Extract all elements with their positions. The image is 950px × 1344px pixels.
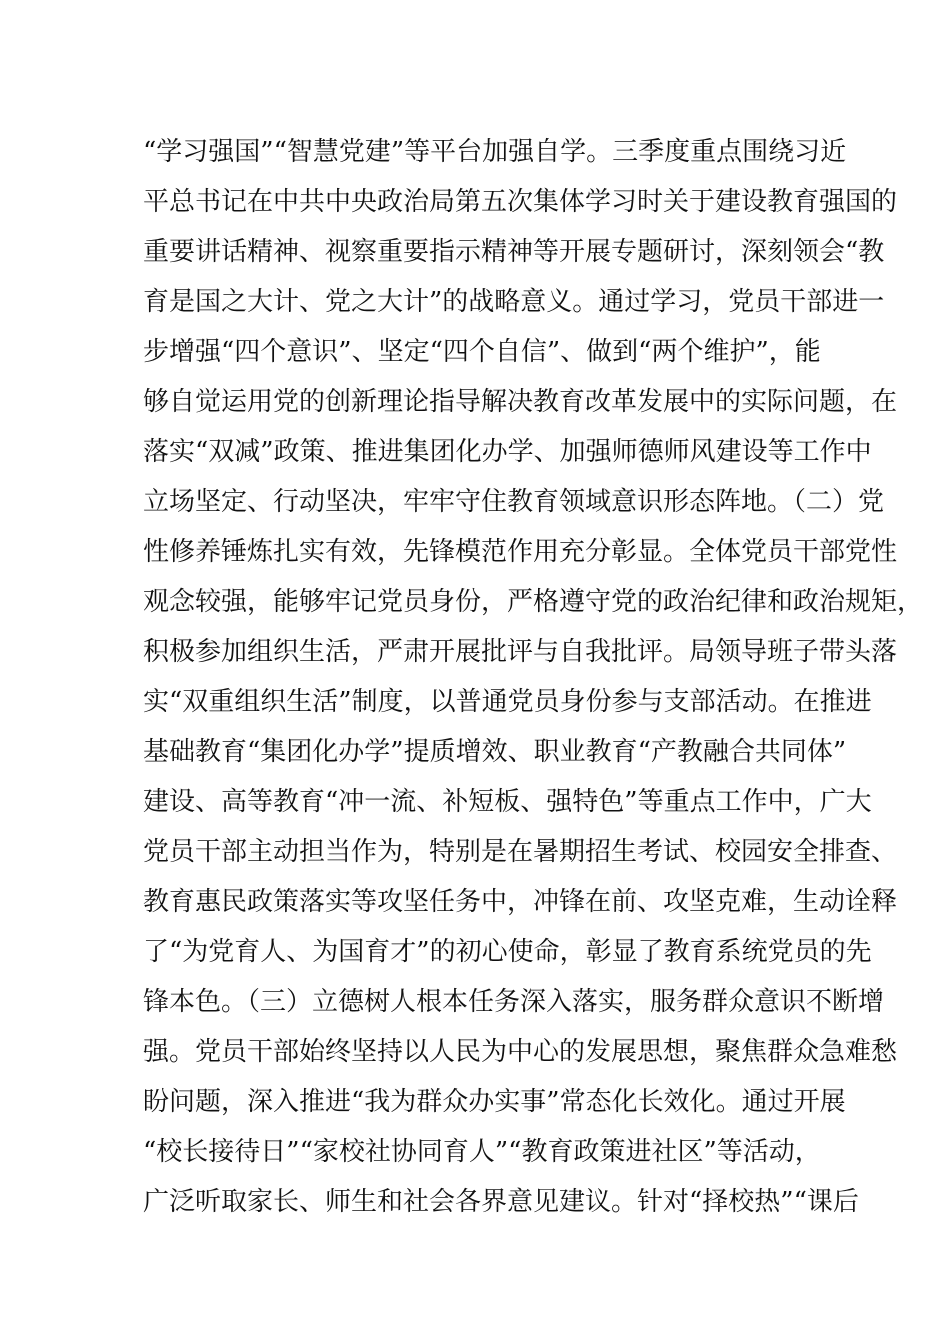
text-line: 观念较强，能够牢记党员身份，严格遵守党的政治纪律和政治规矩，: [143, 587, 924, 617]
text-line: 盼问题，深入推进“我为群众办实事”常态化长效化。通过开展: [143, 1087, 846, 1117]
text-line: 了“为党育人、为国育才”的初心使命，彰显了教育系统党员的先: [143, 937, 872, 967]
text-line: 够自觉运用党的创新理论指导解决教育改革发展中的实际问题，在: [143, 387, 898, 417]
text-line: 性修养锤炼扎实有效，先锋模范作用充分彰显。全体党员干部党性: [143, 537, 898, 567]
text-line: 党员干部主动担当作为，特别是在暑期招生考试、校园安全排查、: [143, 837, 898, 867]
text-line: 育是国之大计、党之大计”的战略意义。通过学习，党员干部进一: [143, 287, 885, 317]
text-line: 锋本色。（三）立德树人根本任务深入落实，服务群众意识不断增: [143, 987, 885, 1017]
text-line: 立场坚定、行动坚决，牢牢守住教育领域意识形态阵地。（二）党: [143, 487, 885, 517]
text-line: 实“双重组织生活”制度，以普通党员身份参与支部活动。在推进: [143, 687, 872, 717]
text-line: 平总书记在中共中央政治局第五次集体学习时关于建设教育强国的: [143, 187, 898, 217]
text-line: 步增强“四个意识”、坚定“四个自信”、做到“两个维护”，能: [143, 337, 821, 367]
text-line: “校长接待日”“家校社协同育人”“教育政策进社区”等活动，: [143, 1137, 821, 1167]
document-body: [143, 134, 924, 1234]
text-line: 积极参加组织生活，严肃开展批评与自我批评。局领导班子带头落: [143, 637, 898, 667]
text-line: 教育惠民政策落实等攻坚任务中，冲锋在前、攻坚克难，生动诠释: [143, 887, 898, 917]
text-line: 强。党员干部始终坚持以人民为中心的发展思想，聚焦群众急难愁: [143, 1037, 898, 1067]
text-line: “学习强国”“智慧党建”等平台加强自学。三季度重点围绕习近: [143, 137, 847, 167]
text-line: 广泛听取家长、师生和社会各界意见建议。针对“择校热”“课后: [143, 1187, 859, 1217]
text-line: 建设、高等教育“冲一流、补短板、强特色”等重点工作中，广大: [143, 787, 872, 817]
text-line: 落实“双减”政策、推进集团化办学、加强师德师风建设等工作中: [143, 437, 872, 467]
text-line: 基础教育“集团化办学”提质增效、职业教育“产教融合共同体”: [143, 737, 847, 767]
text-line: 重要讲话精神、视察重要指示精神等开展专题研讨，深刻领会“教: [143, 237, 885, 267]
